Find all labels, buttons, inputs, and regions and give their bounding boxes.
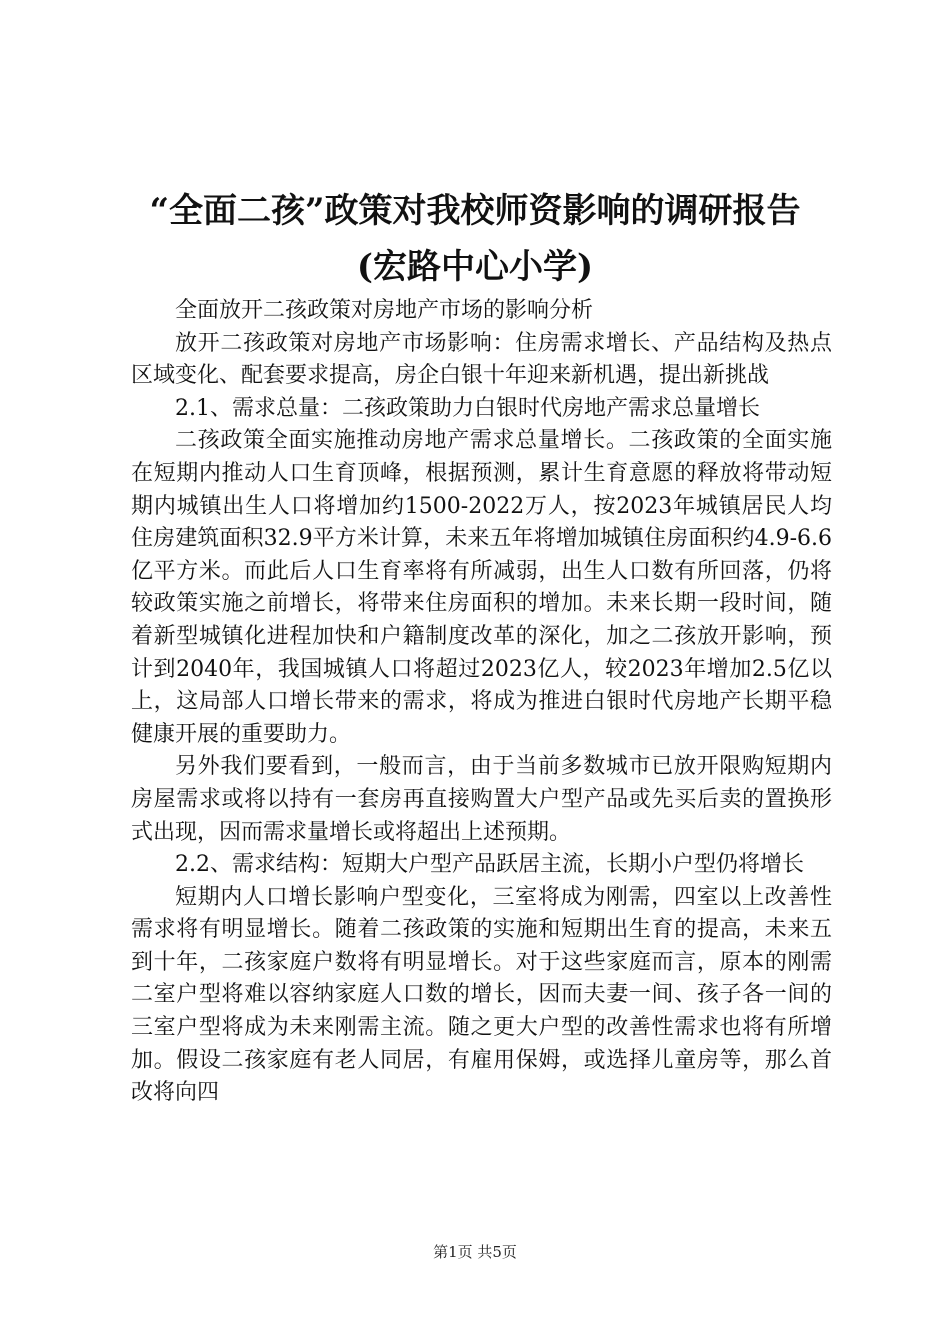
document-subtitle: (宏路中心小学) xyxy=(356,247,594,287)
paragraph: 短期内人口增长影响户型变化，三室将成为刚需，四室以上改善性需求将有明显增长。随着二孩政策的实施和短期出生育的提高，未来五到十年，二孩家庭户数将有明显增长。对于这些家庭而言，原本的刚需二室户型将难以容纳家庭人口数的增长，因而夫妻一间、孩子各一间的三室户型将成为未来刚需主流。随之更大户型的改善性需求也将有所增加。假设二孩家庭有老人同居，有雇用保姆，或选择儿童房等，那么首改将向四 xyxy=(131,884,832,1106)
page-footer: 第1页 共5页 xyxy=(433,1243,517,1261)
paragraph-heading: 全面放开二孩政策对房地产市场的影响分析 xyxy=(175,298,594,323)
document-body xyxy=(131,295,832,1110)
paragraph: 二孩政策全面实施推动房地产需求总量增长。二孩政策的全面实施在短期内推动人口生育顶峰，根据预测，累计生育意愿的释放将带动短期内城镇出生人口将增加约1500-2022万人，按2023年城镇居民人均住房建筑面积32.9平方米计算，未来五年将增加城镇住房面积约4.9-6.6亿平方米。而此后人口生育率将有所减弱，出生人口数有所回落，仍将较政策实施之前增长，将带来住房面积的增加。未来长期一段时间，随着新型城镇化进程加快和户籍制度改革的深化，加之二孩放开影响，预计到2040年，我国城镇人口将超过2023亿人，较2023年增加2.5亿以上，这局部人口增长带来的需求，将成为推进白银时代房地产长期平稳健康开展的重要助力。 xyxy=(131,428,832,747)
paragraph: 另外我们要看到，一般而言，由于当前多数城市已放开限购短期内房屋需求或将以持有一套房再直接购置大户型产品或先买后卖的置换形式出现，因而需求量增长或将超出上述预期。 xyxy=(131,754,832,845)
section-heading-2-1: 2.1、需求总量：二孩政策助力白银时代房地产需求总量增长 xyxy=(175,395,760,421)
document-title: “全面二孩”政策对我校师资影响的调研报告 xyxy=(149,191,801,231)
paragraph: 放开二孩政策对房地产市场影响：住房需求增长、产品结构及热点区域变化、配套要求提高，房企白银十年迎来新机遇，提出新挑战 xyxy=(131,330,832,389)
section-heading-2-2: 2.2、需求结构：短期大户型产品跃居主流，长期小户型仍将增长 xyxy=(175,852,804,878)
